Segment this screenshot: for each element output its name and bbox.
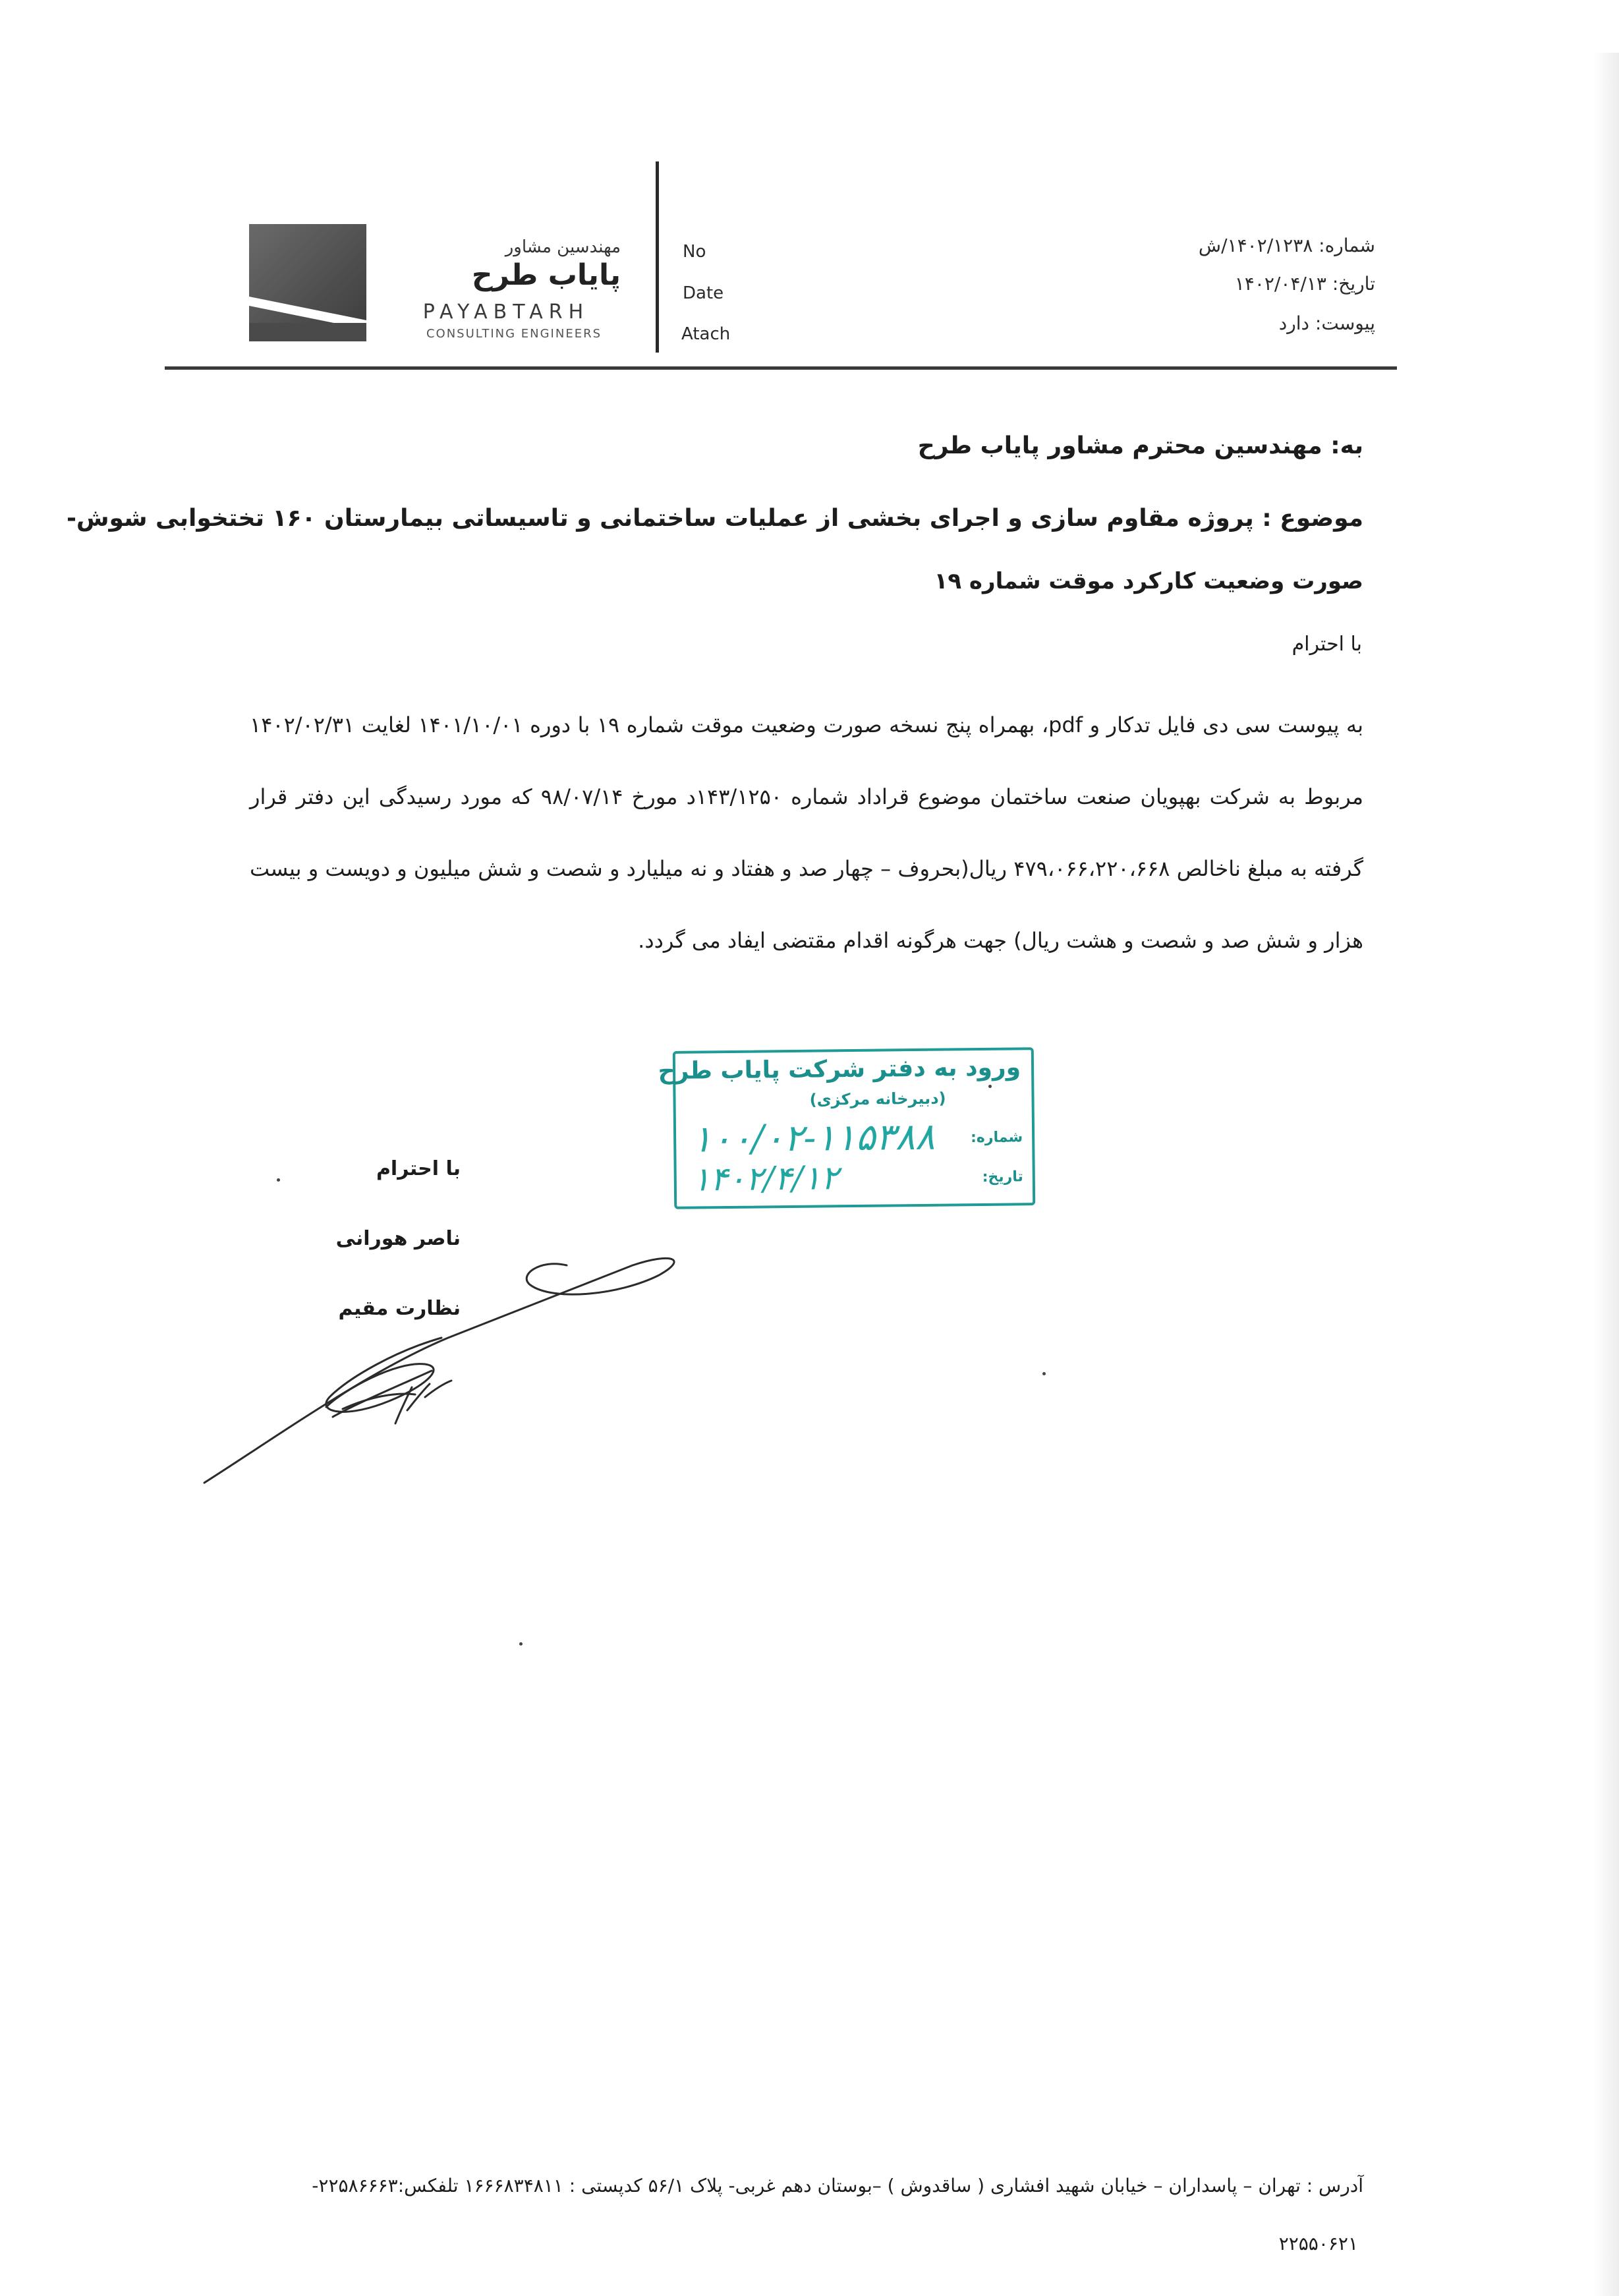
letter-date: تاریخ: ۱۴۰۲/۰۴/۱۳ — [1234, 273, 1375, 295]
incoming-stamp — [658, 1047, 1035, 1209]
payabtarh-logo-mark — [249, 224, 366, 341]
handwritten-signature — [198, 1239, 698, 1489]
scan-speck — [1042, 1372, 1046, 1375]
stamp-date-label: تاریخ: — [982, 1168, 1023, 1186]
stamp-date-value: ۱۴۰۲/۴/۱۲ — [692, 1159, 839, 1199]
signer-title: نظارت مقیم — [338, 1297, 461, 1320]
scan-edge-shadow — [1593, 53, 1619, 2296]
stamp-title: ورود به دفتر شرکت پایاب طرح — [658, 1054, 1021, 1085]
header-divider — [656, 161, 659, 353]
logo-english-subtitle: CONSULTING ENGINEERS — [426, 327, 602, 341]
letter-attachment: پیوست: دارد — [1278, 312, 1375, 334]
logo-english-name: PAYABTARH — [422, 301, 590, 324]
stamp-subtitle: (دبیرخانه مرکزی) — [809, 1089, 946, 1109]
logo-persian-subtitle: مهندسین مشاور — [505, 237, 621, 257]
stamp-number-value: ۱۰۰/۰۲-۱۱۵۳۸۸ — [691, 1115, 936, 1161]
no-label: No — [683, 242, 706, 262]
scan-speck — [988, 1085, 992, 1088]
date-label: Date — [683, 283, 724, 303]
footer-address: آدرس : تهران – پاسداران – خیابان شهید افشاری ( ساقدوش ) –بوستان دهم غربی- پلاک ۵۶/۱ کدپستی : ۱۶۶۶۸۳۴۸۱۱ تلفکس:۲۲۵۸۶۶۶۳- — [312, 2175, 1363, 2196]
logo-persian-name: پایاب طرح — [471, 258, 621, 292]
greeting: با احترام — [1292, 633, 1362, 656]
recipient-line: به: مهندسین محترم مشاور پایاب طرح — [917, 432, 1363, 459]
footer-phone: ۲۲۵۵۰۶۲۱ — [1278, 2233, 1358, 2254]
scan-speck — [277, 1178, 280, 1182]
header-rule — [165, 366, 1397, 370]
scan-speck — [519, 1642, 523, 1646]
body-paragraph: به پیوست سی دی فایل تدکار و pdf، بهمراه پنج نسخه صورت وضعیت موقت شماره ۱۹ با دوره ۱۴۰۱/۱۰/۰۱ لغایت ۱۴۰۲/۰۲/۳۱ مربوط به شرکت بهپویان صنعت ساختمان موضوع قراداد شماره ۱۴۳/۱۲۵۰د مورخ ۹۸/۰۷/۱۴ که مورد رسیدگی این دفتر قرار گرفته به مبلغ ناخالص ۴۷۹،۰۶۶،۲۲۰،۶۶۸ ریال(بحروف – چهار صد و هفتاد و نه میلیارد و شصت و شش میلیون و دویست و بیست هزار و شش صد و شصت و هشت ریال) جهت هرگونه اقدام مقتضی ایفاد می گردد. — [250, 712, 1364, 953]
stamp-number-label: شماره: — [970, 1129, 1023, 1147]
subject-line-2: صورت وضعیت کارکرد موقت شماره ۱۹ — [934, 568, 1363, 594]
closing-text: با احترام — [376, 1157, 461, 1180]
attach-label: Atach — [681, 324, 731, 344]
letter-number: شماره: ۱۴۰۲/۱۲۳۸/ش — [1198, 235, 1375, 256]
subject-line-1: موضوع : پروژه مقاوم سازی و اجرای بخشی از عملیات ساختمانی و تاسیساتی بیمارستان ۱۶۰ تختخوابی شوش- — [66, 505, 1363, 532]
signer-name: ناصر هورانی — [335, 1227, 461, 1250]
